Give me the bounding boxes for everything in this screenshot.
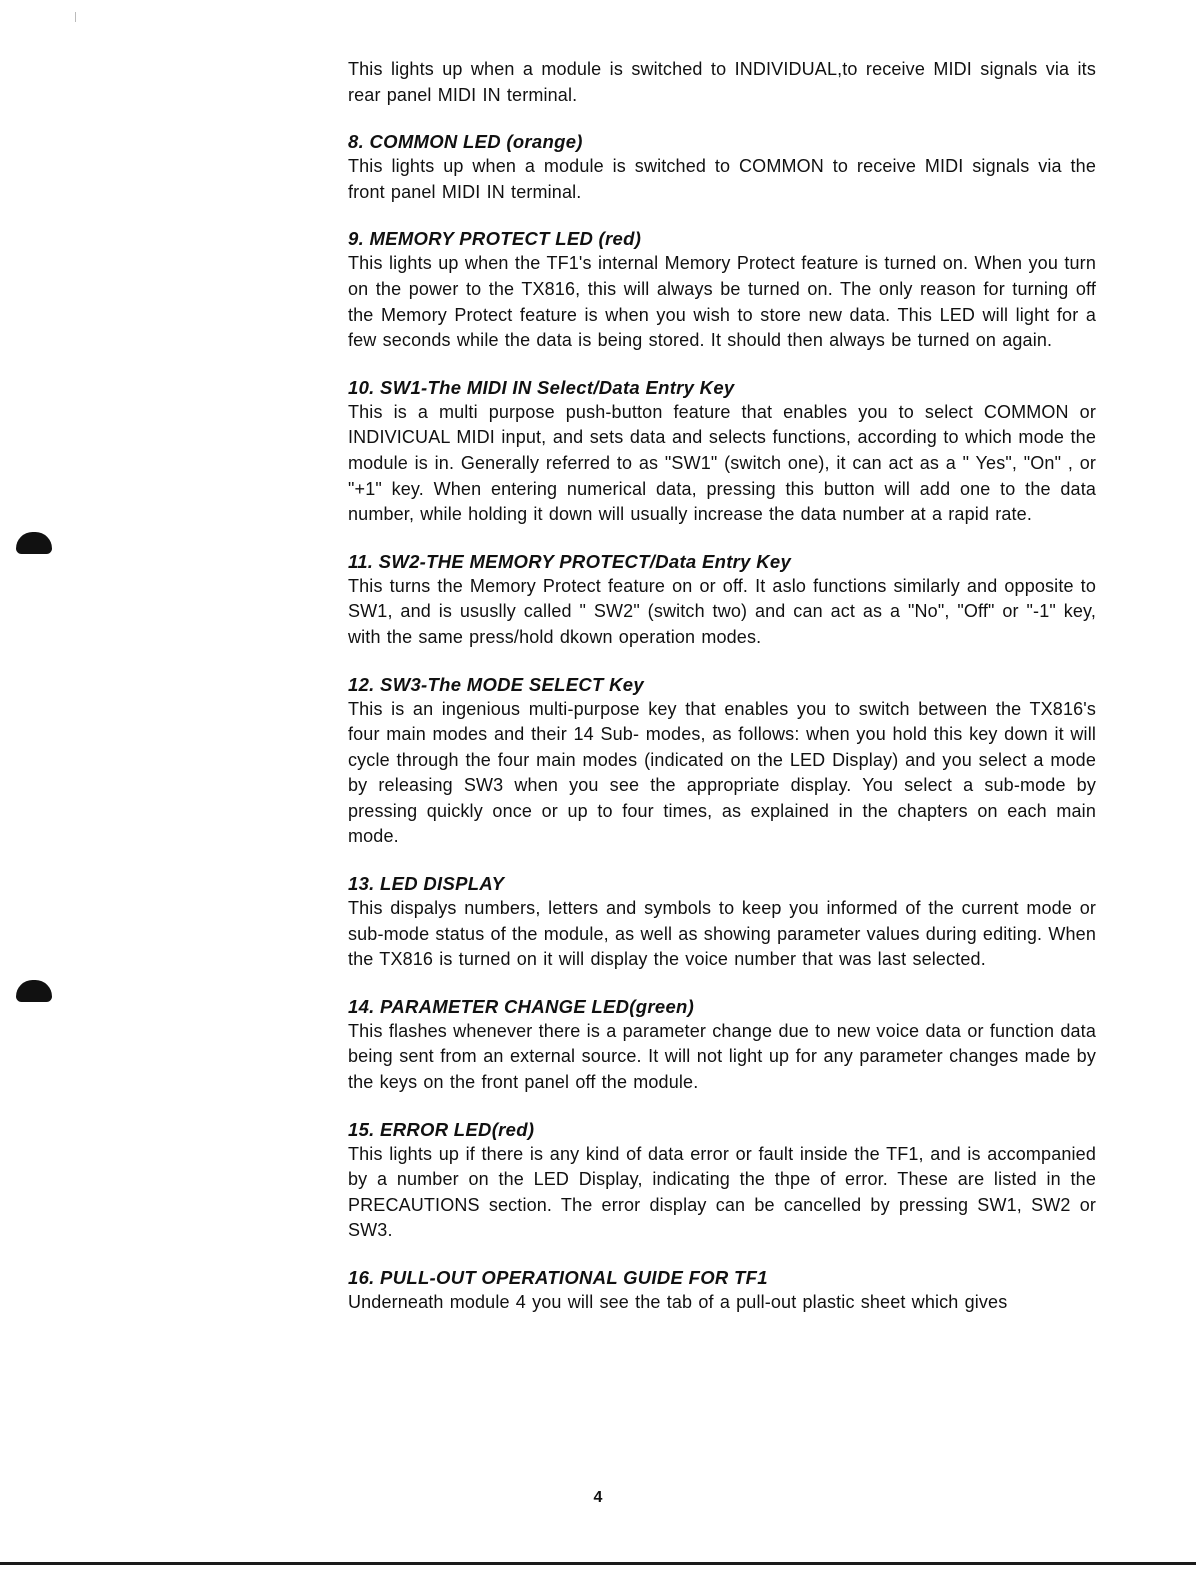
scan-mark bbox=[75, 12, 76, 22]
section-body: This is a multi purpose push-button feature that enables you to select COMMON or INDIVICUAL MIDI input, and sets data and selects functions, according to which mode the module is in. Generally referred to as "SW1" (switch one), it can act as a " Yes", "On" , or "+1" key. When entering numerical data, pressing this button will add one to the data number, while holding it down will usually increase the data number at a rapid rate. bbox=[348, 401, 1096, 525]
section-body: Underneath module 4 you will see the tab of a pull-out plastic sheet which gives bbox=[348, 1292, 1008, 1312]
bottom-rule bbox=[0, 1562, 1196, 1565]
section-heading: 8. COMMON LED (orange) bbox=[348, 131, 583, 153]
section-error-led bbox=[348, 1117, 1096, 1244]
section-common-led bbox=[348, 129, 1096, 205]
section-body: This dispalys numbers, letters and symbols to keep you informed of the current mode or sub-mode status of the module, as well as showing parameter values during editing. When the TX816 is turned on it will display the voice number that was last selected. bbox=[348, 898, 1096, 970]
section-heading: 11. SW2-THE MEMORY PROTECT/Data Entry Key bbox=[348, 550, 792, 572]
section-heading: 10. SW1-The MIDI IN Select/Data Entry Key bbox=[348, 376, 735, 398]
binder-hole-lower bbox=[16, 980, 52, 1002]
page-number: 4 bbox=[593, 1489, 603, 1506]
section-heading: 9. MEMORY PROTECT LED (red) bbox=[348, 228, 642, 250]
section-body: This lights up when the TF1's internal Memory Protect feature is turned on. When you turn on the power to the TX816, this will always be turned on. The only reason for turning off the Memory Protect feature is when you wish to store new data. This LED will light for a few seconds while the data is being stored. It should then always be turned on again. bbox=[348, 253, 1096, 351]
section-heading: 14. PARAMETER CHANGE LED(green) bbox=[348, 995, 695, 1017]
binder-hole-upper bbox=[16, 532, 52, 554]
section-sw2 bbox=[348, 549, 1096, 651]
page-content bbox=[348, 57, 1096, 1316]
section-heading: 13. LED DISPLAY bbox=[348, 873, 505, 895]
section-sw1 bbox=[348, 375, 1096, 528]
section-sw3 bbox=[348, 672, 1096, 851]
section-body: This lights up if there is any kind of data error or fault inside the TF1, and is accompanied by a number on the LED Display, indicating the thpe of error. These are listed in the PRECAUTIONS section. The error display can be cancelled by pressing SW1, SW2 or SW3. bbox=[348, 1143, 1096, 1241]
section-body: This is an ingenious multi-purpose key that enables you to switch between the TX816's four main modes and their 14 Sub- modes, as follows: when you hold this key down it will cycle through the four main modes (indicated on the LED Display) and you select a mode by releasing SW3 when you see the appropriate display. You select a sub-mode by pressing quickly once or up to four times, as explained in the chapters on each main mode. bbox=[348, 698, 1096, 847]
section-body: This lights up when a module is switched to COMMON to receive MIDI signals via the front panel MIDI IN terminal. bbox=[348, 156, 1096, 202]
intro-paragraph: This lights up when a module is switched to INDIVIDUAL,to receive MIDI signals via its rear panel MIDI IN terminal. bbox=[348, 59, 1096, 105]
section-heading: 15. ERROR LED(red) bbox=[348, 1118, 535, 1140]
section-parameter-change-led bbox=[348, 994, 1096, 1096]
section-body: This turns the Memory Protect feature on or off. It aslo functions similarly and opposite to SW1, and is ususlly called " SW2" (switch two) and can act as a "No", "Off" or "-1" key, with the same press/hold dkown operation modes. bbox=[348, 575, 1096, 647]
section-heading: 16. PULL-OUT OPERATIONAL GUIDE FOR TF1 bbox=[348, 1267, 768, 1288]
section-pull-out-guide bbox=[348, 1265, 1096, 1316]
section-body: This flashes whenever there is a parameter change due to new voice data or function data being sent from an external source. It will not light up for any parameter changes made by the keys on the front panel off the module. bbox=[348, 1020, 1096, 1093]
section-led-display bbox=[348, 871, 1096, 973]
section-heading: 12. SW3-The MODE SELECT Key bbox=[348, 673, 644, 695]
section-memory-protect-led bbox=[348, 226, 1096, 353]
